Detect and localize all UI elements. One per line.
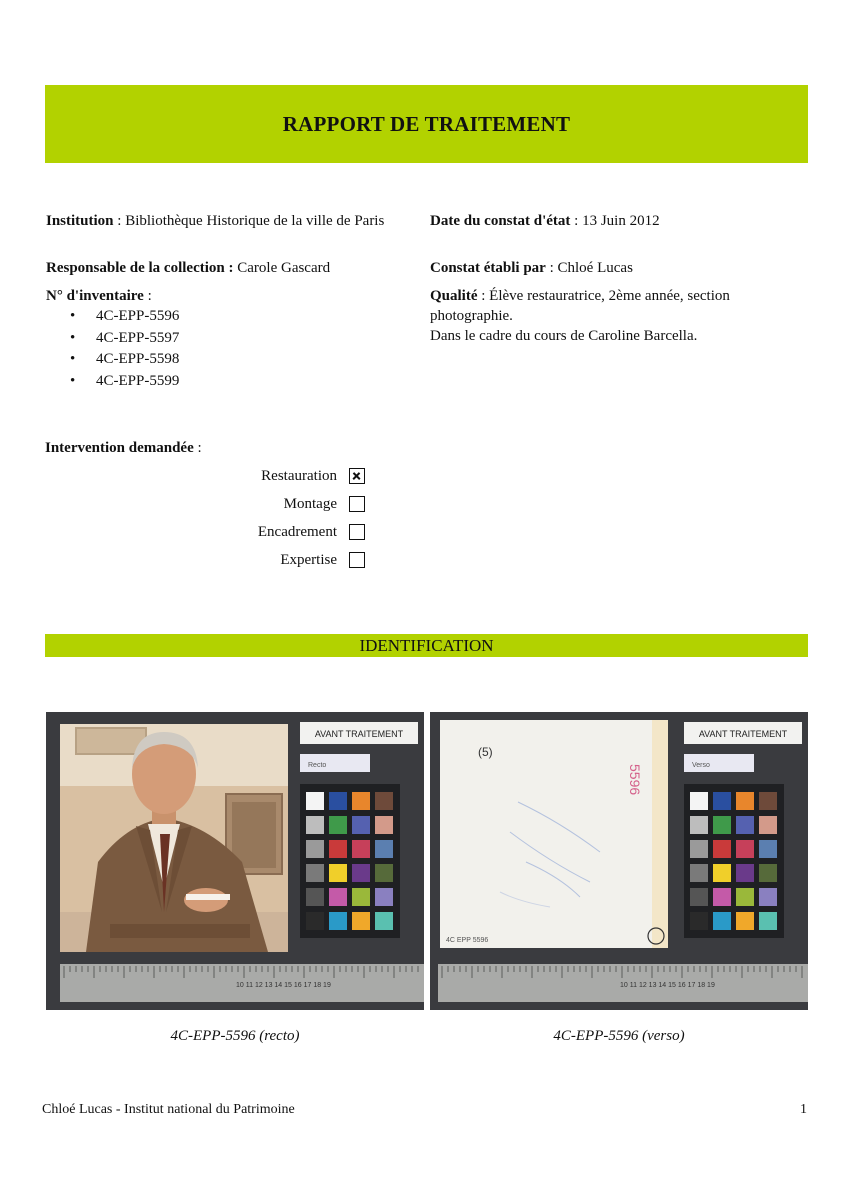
color-swatch — [713, 840, 731, 858]
caption-recto: 4C-EPP-5596 (recto) — [170, 1028, 300, 1044]
color-swatch — [329, 912, 347, 930]
qualite-label: Qualité — [430, 288, 478, 304]
color-swatch — [736, 912, 754, 930]
list-item: • 4C-EPP-5598 — [70, 351, 180, 368]
verso-stamp: 4C EPP 5596 — [446, 937, 489, 944]
option-restauration — [258, 462, 365, 490]
color-swatch — [329, 792, 347, 810]
card-sub-label: Recto — [308, 762, 327, 769]
color-swatch — [375, 888, 393, 906]
color-swatch — [759, 792, 777, 810]
date-field — [430, 211, 800, 231]
checkbox-encadrement[interactable] — [349, 524, 365, 540]
color-swatch — [690, 912, 708, 930]
color-swatch — [352, 912, 370, 930]
inventory-number: 4C-EPP-5596 — [96, 308, 180, 324]
color-swatch — [713, 912, 731, 930]
color-swatch — [713, 864, 731, 882]
photo-recto — [46, 712, 424, 1010]
color-swatch — [690, 792, 708, 810]
photo-recto-image — [46, 712, 424, 1010]
color-swatch — [329, 840, 347, 858]
color-swatch — [306, 792, 324, 810]
identification-band — [45, 634, 808, 657]
color-swatch — [759, 816, 777, 834]
option-encadrement — [258, 518, 365, 546]
inventaire-sep: : — [143, 288, 152, 304]
photo-verso — [430, 712, 808, 1010]
report-title: RAPPORT DE TRAITEMENT — [282, 111, 571, 136]
color-swatch — [352, 888, 370, 906]
color-swatch — [713, 888, 731, 906]
constat-label: Constat établi par — [430, 260, 546, 276]
card-label: AVANT TRAITEMENT — [698, 729, 788, 739]
color-swatch — [329, 816, 347, 834]
color-swatch — [736, 816, 754, 834]
color-swatch — [690, 840, 708, 858]
responsable-label: Responsable de la collection : — [46, 260, 234, 276]
card-label: AVANT TRAITEMENT — [314, 729, 404, 739]
intervention-options — [258, 462, 365, 574]
color-swatch — [759, 912, 777, 930]
inventory-number: 4C-EPP-5598 — [96, 351, 180, 368]
footer-page-number: 1 — [800, 1102, 807, 1117]
color-swatch — [375, 792, 393, 810]
ruler-numbers: 10 11 12 13 14 15 16 17 18 19 — [620, 982, 715, 989]
color-swatch — [352, 864, 370, 882]
color-swatch — [736, 864, 754, 882]
list-item: • 4C-EPP-5596 — [70, 308, 180, 324]
option-montage — [258, 490, 365, 518]
option-label: Montage — [283, 495, 337, 512]
color-swatch — [352, 816, 370, 834]
color-swatch — [306, 912, 324, 930]
date-value: : 13 Juin 2012 — [570, 213, 660, 229]
institution-field — [46, 211, 411, 231]
date-label: Date du constat d'état — [430, 213, 571, 229]
color-swatch — [690, 888, 708, 906]
list-item: • 4C-EPP-5599 — [70, 372, 180, 389]
verso-circle-mark: (5) — [478, 745, 493, 759]
color-swatch — [329, 888, 347, 906]
card-sub-label: Verso — [692, 762, 710, 769]
inventaire-label: N° d'inventaire — [46, 288, 144, 304]
caption-verso: 4C-EPP-5596 (verso) — [553, 1028, 685, 1044]
inventory-number: 4C-EPP-5599 — [96, 372, 180, 389]
footer-author: Chloé Lucas - Institut national du Patrimoine — [42, 1102, 295, 1117]
color-swatch — [759, 888, 777, 906]
color-swatch — [375, 840, 393, 858]
ruler-numbers: 10 11 12 13 14 15 16 17 18 19 — [236, 982, 331, 989]
verso-print — [440, 720, 668, 948]
identification-heading: IDENTIFICATION — [359, 635, 494, 655]
color-swatch — [306, 840, 324, 858]
intervention-field — [45, 438, 202, 458]
institution-value: : Bibliothèque Historique de la ville de Paris — [113, 213, 385, 229]
option-expertise — [258, 546, 365, 574]
color-swatch — [713, 792, 731, 810]
checkbox-expertise[interactable] — [349, 552, 365, 568]
constat-field — [430, 258, 800, 278]
color-swatch — [306, 816, 324, 834]
checkbox-montage[interactable] — [349, 496, 365, 512]
color-swatch — [352, 840, 370, 858]
list-item: • 4C-EPP-5597 — [70, 329, 180, 346]
qualite-value: : Élève restauratrice, 2ème année, section photographie. — [430, 288, 730, 324]
color-swatch — [306, 888, 324, 906]
inventory-list — [70, 306, 179, 392]
color-swatch — [375, 912, 393, 930]
color-swatch — [736, 792, 754, 810]
intervention-sep: : — [193, 440, 202, 456]
inventory-number: 4C-EPP-5597 — [96, 329, 180, 346]
option-label: Restauration — [261, 467, 337, 484]
color-swatch — [759, 864, 777, 882]
responsable-value: Carole Gascard — [233, 260, 331, 276]
color-swatch — [690, 864, 708, 882]
color-swatch — [375, 816, 393, 834]
color-swatch — [306, 864, 324, 882]
responsable-field — [46, 258, 416, 278]
option-label: Encadrement — [257, 523, 337, 540]
color-swatch — [736, 840, 754, 858]
inventaire-field — [46, 286, 152, 306]
checkbox-restauration[interactable] — [349, 468, 365, 484]
color-swatch — [690, 816, 708, 834]
photo-verso-image — [430, 712, 808, 1010]
constat-value: : Chloé Lucas — [545, 260, 633, 276]
qualite-field — [430, 286, 790, 346]
color-swatch — [736, 888, 754, 906]
color-swatch — [713, 816, 731, 834]
color-swatch — [352, 792, 370, 810]
color-swatch — [375, 864, 393, 882]
color-swatch — [329, 864, 347, 882]
color-swatch — [759, 840, 777, 858]
inscription-number: 5596 — [627, 764, 643, 796]
institution-label: Institution — [46, 213, 114, 229]
intervention-label: Intervention demandée — [45, 440, 194, 456]
qualite-note: Dans le cadre du cours de Caroline Barcella. — [430, 328, 698, 344]
option-label: Expertise — [280, 551, 337, 568]
report-title-band — [45, 85, 808, 163]
